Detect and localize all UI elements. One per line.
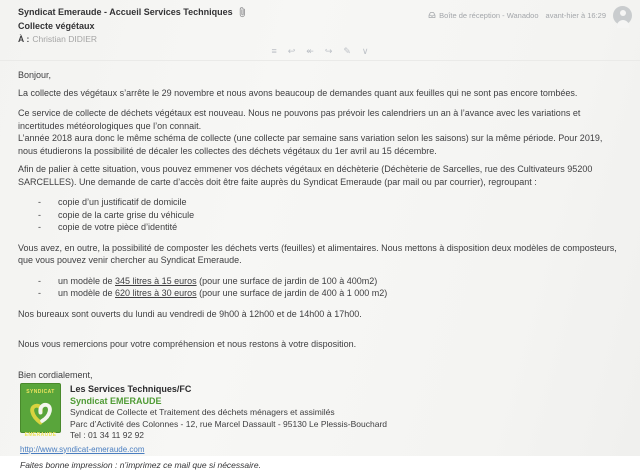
signature-text bbox=[70, 383, 387, 441]
compose-icon[interactable]: ✎ bbox=[343, 46, 351, 56]
sender-name[interactable]: Syndicat Emeraude - Accueil Services Techniques bbox=[18, 7, 233, 17]
documents-list bbox=[18, 196, 624, 234]
recipient-row bbox=[18, 34, 630, 44]
list-item bbox=[18, 196, 624, 209]
email-body bbox=[0, 61, 640, 472]
paragraph: Nos bureaux sont ouverts du lundi au vendredi de 9h00 à 12h00 et de 14h00 à 17h00. bbox=[18, 308, 362, 319]
email-header bbox=[0, 0, 640, 44]
list-item-text: un modèle de 620 litres à 30 euros (pour une surface de jardin de 400 à 1 000 m2) bbox=[58, 288, 388, 298]
subject-line: Collecte végétaux bbox=[18, 21, 95, 31]
logo-top-text: SYNDICAT bbox=[26, 389, 55, 395]
paragraph: Afin de palier à cette situation, vous pouvez emmener vos déchets végétaux en déchèterie (Déchèterie de Sarcelles, rue des Cultivateurs 95200 SARCELLES). Une demande de carte d’accès doit être faite auprès du Syndicat Emeraude (par mail ou par courrier), regroupant : bbox=[18, 164, 593, 187]
mailbox-chip[interactable] bbox=[428, 11, 538, 21]
dash-bullet: - bbox=[38, 197, 41, 207]
paragraph: Ce service de collecte de déchets végétaux est nouveau. Nous ne pouvons pas prévoir les calendriers un an à l’avance avec les variations et incertitudes météorologiques que l’on connait. bbox=[18, 108, 581, 131]
list-item-text: copie de votre pièce d’identité bbox=[58, 222, 178, 232]
timestamp: avant-hier à 16:29 bbox=[545, 11, 606, 20]
list-item-text: copie d’un justificatif de domicile bbox=[58, 197, 187, 207]
recipient-name[interactable]: Christian DIDIER bbox=[32, 34, 98, 44]
signature-footer bbox=[20, 443, 624, 472]
inbox-icon bbox=[428, 11, 436, 21]
dash-bullet: - bbox=[38, 222, 41, 232]
dash-bullet: - bbox=[38, 275, 41, 286]
list-item-text: copie de la carte grise du véhicule bbox=[58, 209, 195, 220]
avatar-shoulders bbox=[617, 20, 629, 28]
paragraph: La collecte des végétaux s’arrête le 29 novembre et nous avons beaucoup de demandes quant aux feuilles qui ne sont pas encore tombées. bbox=[18, 87, 578, 98]
list-item bbox=[18, 287, 624, 300]
eco-disclaimer: Faites bonne impression : n’imprimez ce mail que si nécessaire. bbox=[20, 460, 261, 470]
paragraph: Nous vous remercions pour votre compréhension et nous restons à votre disposition. bbox=[18, 339, 357, 349]
list-item bbox=[18, 221, 624, 234]
avatar-head bbox=[620, 10, 626, 16]
list-item bbox=[18, 209, 624, 222]
list-item bbox=[18, 275, 624, 288]
forward-icon[interactable]: ↪ bbox=[324, 46, 333, 56]
message-meta bbox=[428, 6, 632, 25]
avatar[interactable] bbox=[613, 6, 632, 25]
underlined-offer: 620 litres à 30 euros bbox=[115, 288, 197, 298]
website-link[interactable]: http://www.syndicat-emeraude.com bbox=[20, 444, 145, 454]
underlined-offer: 345 litres à 15 euros bbox=[115, 275, 197, 286]
signature-description: Syndicat de Collecte et Traitement des déchets ménagers et assimilés bbox=[70, 407, 335, 417]
paragraph: L’année 2018 aura donc le même schéma de collecte (une collecte par semaine sans variation selon les saisons) sur la même période. Pour 2019, nous étudierons la possibilité de décaler les collectes des déchets végétaux du 1er avril au 15 décembre. bbox=[18, 133, 603, 156]
signature-org: Syndicat EMERAUDE bbox=[70, 395, 162, 406]
signature-phone: Tel : 01 34 11 92 92 bbox=[70, 430, 145, 440]
paragraph-group bbox=[18, 107, 624, 157]
more-icon[interactable]: ∨ bbox=[361, 46, 369, 56]
dash-bullet: - bbox=[38, 288, 41, 298]
logo-bottom-text: EMERAUDE bbox=[24, 432, 57, 438]
attachment-icon bbox=[238, 6, 246, 18]
syndicat-emeraude-logo bbox=[20, 383, 61, 438]
signature-address: Parc d’Activité des Colonnes - 12, rue Marcel Dassault - 95130 Le Plessis-Bouchard bbox=[70, 418, 388, 429]
dash-bullet: - bbox=[38, 209, 41, 220]
message-toolbar bbox=[0, 44, 640, 61]
composter-list bbox=[18, 275, 624, 300]
to-label: À : bbox=[18, 34, 30, 44]
mailbox-label: Boîte de réception - Wanadoo bbox=[439, 11, 539, 20]
list-item-text: un modèle de 345 litres à 15 euros (pour une surface de jardin de 100 à 400m2) bbox=[58, 275, 378, 286]
greeting: Bonjour, bbox=[18, 70, 52, 80]
paragraph: Vous avez, en outre, la possibilité de composter les déchets verts (feuilles) et alimentaires. Nous mettons à disposition deux modèles de composteurs, que vous pouvez venir chercher au Syndicat Emeraude. bbox=[18, 242, 617, 265]
closing: Bien cordialement, bbox=[18, 369, 93, 380]
heart-icon bbox=[27, 399, 54, 430]
reply-all-icon[interactable]: ↞ bbox=[306, 46, 314, 56]
reply-icon[interactable]: ↩ bbox=[287, 46, 296, 56]
signature-block bbox=[20, 383, 624, 441]
signature-team: Les Services Techniques/FC bbox=[70, 384, 192, 394]
list-icon[interactable]: ≡ bbox=[271, 46, 277, 56]
